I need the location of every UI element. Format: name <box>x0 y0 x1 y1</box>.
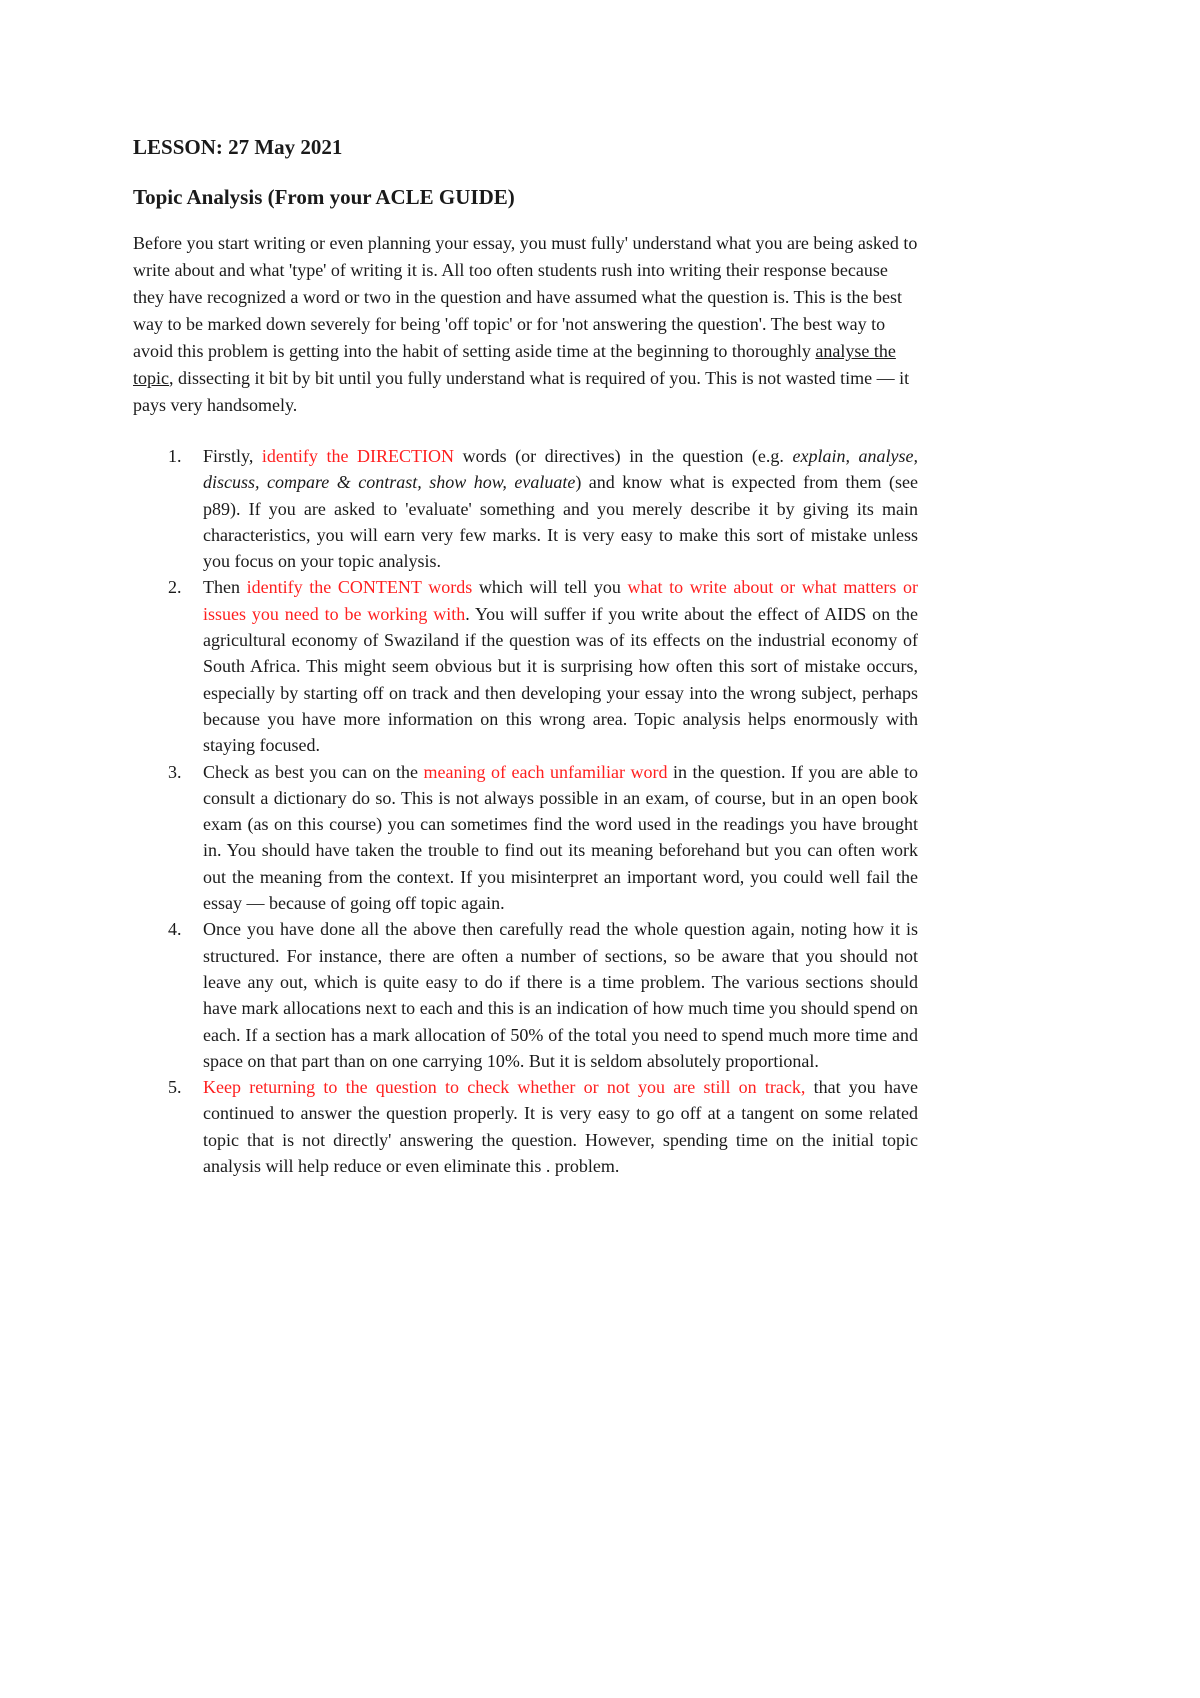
text-segment: which will tell you <box>472 577 628 598</box>
italic-text: explain, analyse, discuss, compare & contrast, show how, evaluate <box>203 446 919 493</box>
text-segment: in the question. If you are able to consult a dictionary do so. This is not always possible in an exam, of course, but in an open book exam (as on this course) you can sometimes find the word used in the readings you have brought in. You should have taken the trouble to find out its meaning beforehand but you can often work out the meaning from the context. If you misinterpret an important word, you could well fail the essay — because of going off topic again. <box>203 761 918 914</box>
steps-list <box>133 443 918 1179</box>
section-heading: Topic Analysis (From your ACLE GUIDE) <box>133 185 515 209</box>
highlighted-text: meaning of each unfamiliar word <box>423 761 668 782</box>
list-number: 1. <box>168 446 182 466</box>
text-segment: , dissecting it bit by bit until you fully understand what is required of you. This is not wasted time — it pays very handsomely. <box>133 368 910 415</box>
list-number: 5. <box>168 1077 182 1098</box>
text-segment: that you have continued to answer the question properly. It is very easy to go off at a tangent on some related topic that is not directly' answering the question. However, spending time on the initial topic analysis will help reduce or even eliminate this . problem. <box>203 1077 918 1177</box>
text-segment: ) and know what is expected from them (see p89). If you are asked to 'evaluate' something and you merely describe it by giving its main characteristics, you will earn very few marks. It is very easy to make this sort of mistake unless you focus on your topic analysis. <box>203 472 918 572</box>
highlighted-text: identify the DIRECTION <box>261 446 455 466</box>
highlighted-text: what to write about or what matters or issues you need to be working with <box>203 577 918 624</box>
text-segment: Then <box>203 577 247 598</box>
underlined-text: analyse the topic <box>133 341 896 388</box>
list-number: 4. <box>168 919 182 940</box>
list-item <box>133 574 918 758</box>
text-segment: Once you have done all the above then carefully read the whole question again, noting how it is structured. For instance, there are often a number of sections, so be aware that you should not leave any out, which is quite easy to do if there is a time problem. The various sections should have mark allocations next to each and this is an indication of how much time you should spend on each. If a section has a mark allocation of 50% of the total you need to spend much more time and space on that part than on one carrying 10%. But it is seldom absolutely proportional. <box>203 919 918 1071</box>
list-number: 3. <box>168 761 182 782</box>
highlighted-text: Keep returning to the question to check whether or not you are still on track, <box>203 1077 806 1098</box>
intro-paragraph <box>133 230 918 419</box>
text-segment: Firstly, <box>203 446 262 466</box>
list-item <box>133 759 918 917</box>
list-item <box>133 1074 918 1179</box>
list-item <box>133 916 918 1074</box>
text-segment: . You will suffer if you write about the effect of AIDS on the agricultural economy of Swaziland if the question was of its effects on the industrial economy of South Africa. This might seem obvious but it is surprising how often this sort of mistake occurs, especially by starting off on track and then developing your essay into the wrong subject, perhaps because you have more information on this wrong area. Topic analysis helps enormously with staying focused. <box>203 603 918 756</box>
list-item <box>133 443 918 574</box>
text-segment: Before you start writing or even planning your essay, you must fully' understand what you are being asked to write about and what 'type' of writing it is. All too often students rush into writing their response because they have recognized a word or two in the question and have assumed what the question is. This is the best way to be marked down severely for being 'off topic' or for 'not answering the question'. The best way to avoid this problem is getting into the habit of setting aside time at the beginning to thoroughly <box>133 233 918 361</box>
text-segment: Check as best you can on the <box>203 761 424 782</box>
text-segment: words (or directives) in the question (e.g. <box>454 446 793 466</box>
highlighted-text: identify the CONTENT words <box>246 577 473 598</box>
lesson-title: LESSON: 27 May 2021 <box>133 135 343 159</box>
list-number: 2. <box>168 577 182 598</box>
document-page <box>133 132 918 1179</box>
